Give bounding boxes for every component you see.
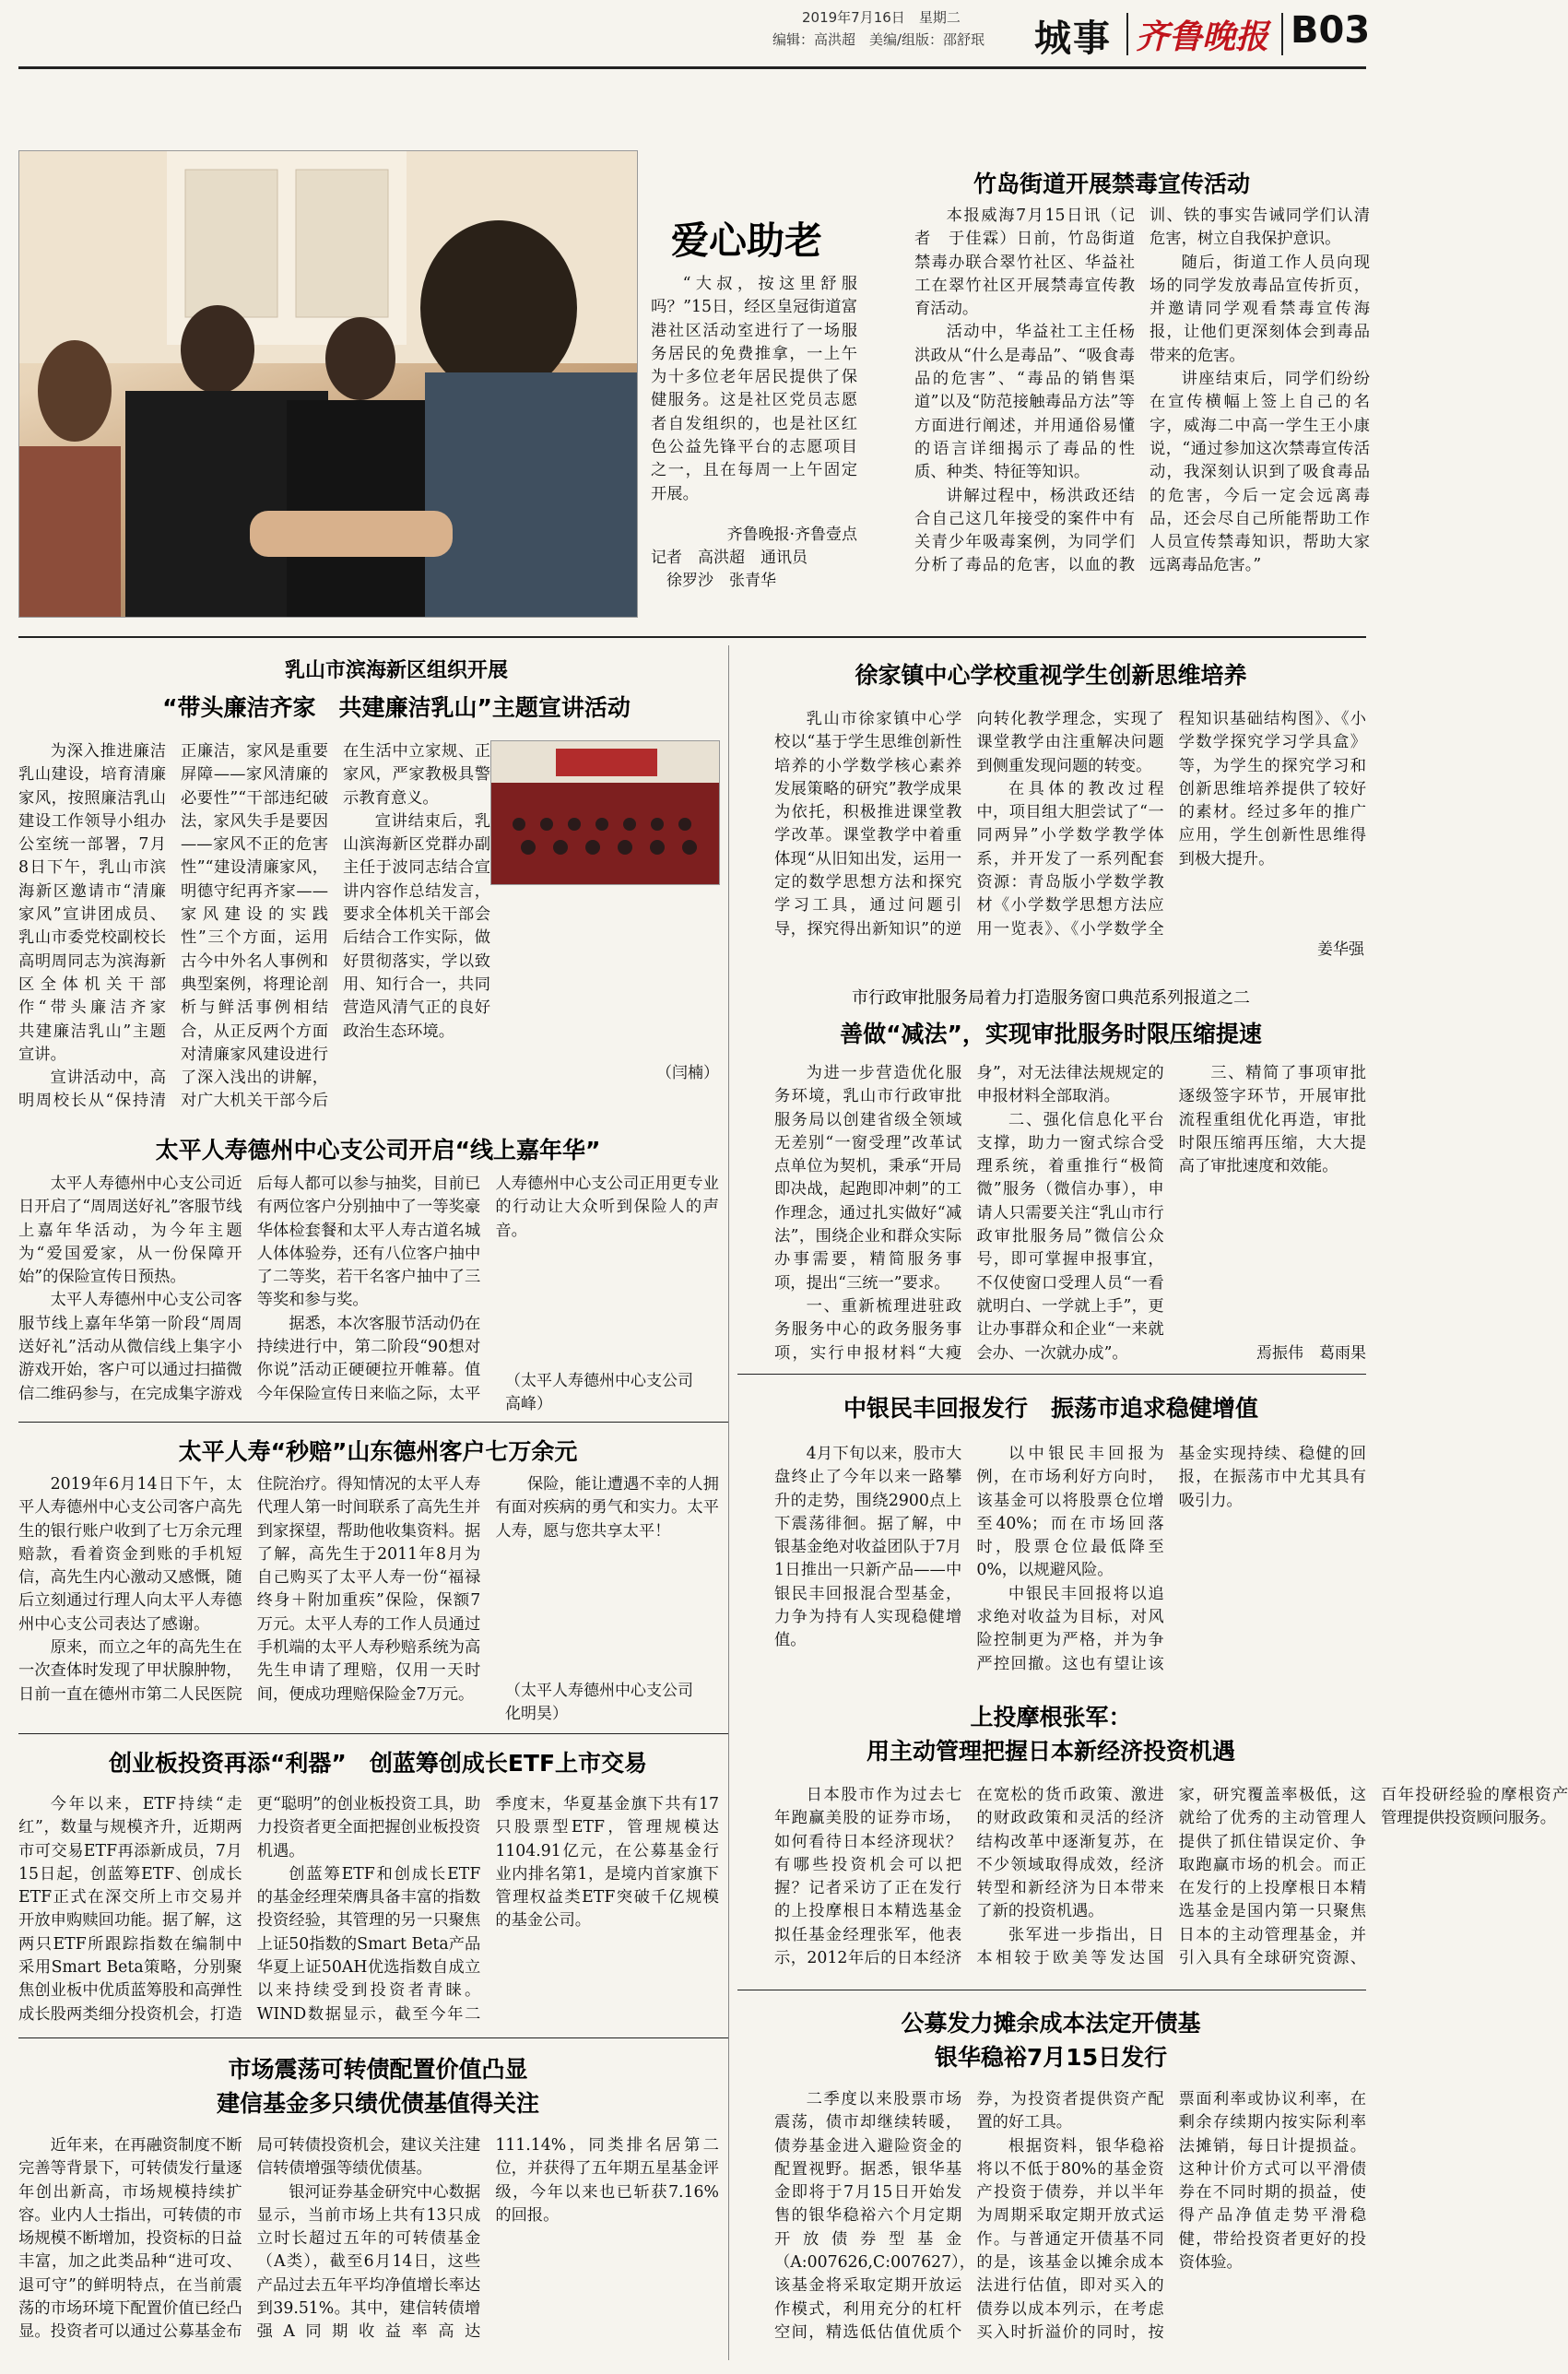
article-body-zhudao: 本报威海7月15日讯（记者 于佳霖）日前，竹岛街道禁毒办联合翠竹社区、华益社工在翠竹社区开展禁毒宣传教育活动。 活动中，华益社工主任杨洪政从“什么是毒品”、“吸食毒品的危害”、“毒品的销售渠道”以及“防范接触毒品方法”等方面进行阐述，并用通俗易懂的语言详细揭示了毒品的性质、种类、特征等知识。 讲解过程中，杨洪政还结合自己这几年接受的案件中有关青少年吸毒案例，为同学们分析了毒品的危害，以血的教训、铁的事实告诫同学们认清危害，树立自我保护意识。 随后，街道工作人员向现场的同学发放毒品宣传折页，并邀请同学观看禁毒宣传海报，让他们更深刻体会到毒品带来的危害。 讲座结束后，同学们纷纷在宣传横幅上签上自己的名字，威海二中高一学生王小康说，“通过参加这次禁毒宣传活动，我深刻认识到了吸食毒品的危害，今后一定会远离毒品，还会尽自己所能帮助工作人员宣传禁毒知识，帮助大家远离毒品危害。” [914,207,1370,575]
meeting-photo [490,740,720,885]
signature-xujia: 姜华强 [1317,940,1364,959]
issue-date: 2019年7月16日 星期二 [802,9,961,26]
article-body-rushan: 为深入推进廉洁乳山建设，培育清廉家风，按照廉洁乳山建设工作领导小组办公室统一部署，7月8日下午，乳山市滨海新区邀请市“清廉家风”宣讲团成员、乳山市委党校副校长高明周同志为滨海新区全体机关干部作“带头廉洁齐家 共建廉洁乳山”主题宣讲。 宣讲活动中，高明周校长从“保持清正廉洁，家风是重要屏障——家风清廉的必要性”“干部违纪破法，家风失手是要因——家风不正的危害性”“建设清廉家风，明德守纪再齐家——家风建设的实践性”三个方面，运用古今中外名人事例和典型案例，将理论剖析与鲜活事例相结合，从正反两个方面对清廉家风建设进行了深入浅出的讲解，对广大机关干部今后在生活中立家规、正家风，严家教极具警示教育意义。 宣讲结束后，乳山滨海新区党群办副主任于波同志结合宣讲内容作总结发言，要求全体机关干部会后结合工作实际，做好贯彻落实，学以致用、知行合一，共同营造风清气正的良好政治生态环境。 [18,742,490,1111]
section-rule [18,2037,728,2038]
section-name: 城事 [1034,18,1112,60]
article-body-zhongyin: 4月下旬以来，股市大盘终止了今年以来一路攀升的走势，围绕2900点上下震荡徘徊。据了解，中银基金绝对收益团队于7月1日推出一只新产品——中银民丰回报混合型基金，力争为持有人实现稳健增值。 以中银民丰回报为例，在市场利好方向时，该基金可以将股票仓位增至40%；而在市场回落时，股票仓位最低降至0%，以规避风险。 中银民丰回报将以追求绝对收益为目标，对风险控制更为严格，并为争严控回撤。这也有望让该基金实现持续、稳健的回报，在振荡市中尤其具有吸引力。 [774,1445,1366,1673]
brand-logo: 齐鲁晚报 [1136,18,1269,56]
article-kicker-approval: 市行政审批服务局着力打造服务窗口典范系列报道之二 [852,988,1250,1008]
elderly-massage-photo [18,150,638,618]
byline-elderly: 齐鲁晚报·齐鲁壹点 记者 高洪超 通讯员 徐罗沙 张青华 [651,526,857,590]
signature-rushan: （闫楠） [656,1064,719,1082]
editor-line: 编辑：高洪超 美编/组版：邵舒珉 [772,31,985,48]
article-body-morgan: 日本股市作为过去七年跑赢美股的证券市场，如何看待日本经济现状？有哪些投资机会可以把握？记者采访了正在发行的上投摩根日本精选基金拟任基金经理张军，他表示，2012年后的日本经济在宽松的货币政策、激进的财政政策和灵活的经济结构改革中逐渐复苏，在不少领域取得成效，经济转型和新经济为日本带来了新的投资机遇。 张军进一步指出，日本相较于欧美等发达国家，研究覆盖率极低，这就给了优秀的主动管理人提供了抓住错误定价、争取跑赢市场的机会。而正在发行的上投摩根日本精选基金是国内第一只聚焦日本的主动管理基金，并引入具有全球研究资源、百年投研经验的摩根资产管理提供投资顾问服务。 [774,1786,1568,1968]
article-body-xujia: 乳山市徐家镇中心学校以“基于学生思维创新性培养的小学数学核心素养发展策略的研究”教学成果为依托，积极推进课堂教学改革。课堂教学中着重体现“从旧知出发，运用一定的数学思想方法和探究学习工具，通过问题引导，探究得出新知识”的逆向转化教学理念，实现了课堂教学由注重解决问题到侧重发现问题的转变。 在具体的教改过程中，项目组大胆尝试了“一同两异”小学数学教学体系，并开发了一系列配套资源：青岛版小学数学教材《小学数学思想方法应用一览表》、《小学数学全程知识基础结构图》、《小学数学探究学习学具盒》等，为学生的探究学习和创新思维培养提供了较好的素材。经过多年的推广应用，学生创新性思维得到极大提升。 [774,710,1366,939]
article-title-yinhua-1: 公募发力摊余成本法定开债基 [901,2010,1201,2037]
article-title-etf: 创业板投资再添“利器” 创蓝筹创成长ETF上市交易 [108,1750,648,1777]
article-title-elderly: 爱心助老 [671,219,822,263]
article-title-rushan-1: 乳山市滨海新区组织开展 [284,659,508,682]
article-title-convertible-1: 市场震荡可转债配置价值凸显 [228,2056,528,2083]
article-title-morgan-2: 用主动管理把握日本新经济投资机遇 [866,1738,1235,1765]
header-divider [1281,13,1283,55]
article-body-rushan-tail [505,933,719,1071]
article-title-xujia: 徐家镇中心学校重视学生创新思维培养 [855,662,1247,689]
article-body-elderly: “大叔，按这里舒服吗？”15日，经区皇冠街道富港社区活动室进行了一场服务居民的免费推拿，一上午为十多位老年居民提供了保健服务。这是社区党员志愿者自发组织的，也是社区红色公益先锋平台的志愿项目之一，且在每周一上午固定开展。 [651,275,857,503]
article-body-approval: 为进一步营造优化服务环境，乳山市行政审批服务局以创建省级全领域无差别“一窗受理”改革试点单位为契机，秉承“开局即决战，起跑即冲刺”的工作理念，通过扎实做好“减法”，围绕企业和群众实际办事需要，精简服务事项，提出“三统一”要求。 一、重新梳理进驻政务服务中心的政务服务事项，实行申报材料“大瘦身”，对无法律法规规定的申报材料全部取消。 二、强化信息化平台支撑，助力一窗式综合受理系统，着重推行“极简微”服务（微信办事），申请人只需要关注“乳山市行政审批服务局”微信公众号，即可掌握申报事宜，不仅使窗口受理人员“一看就明白、一学就上手”，更让办事群众和企业“一来就会办、一次就办成”。 三、精简了事项审批逐级签字环节，开展审批流程重组优化再造，审批时限压缩再压缩，大大提高了审批速度和效能。 [774,1064,1366,1363]
article-title-yinhua-2: 银华稳裕7月15日发行 [934,2044,1168,2071]
signature-carnival: （太平人寿德州中心支公司 高峰） [505,1372,709,1413]
article-body-claim: 2019年6月14日下午，太平人寿德州中心支公司客户高先生的银行账户收到了七万余元理赔款，看着资金到账的手机短信，高先生内心激动又感慨，随后立刻通过行理人向太平人寿德州中心支公司表达了感谢。 原来，而立之年的高先生在一次查体时发现了甲状腺肿物，日前一直在德州市第二人民医院住院治疗。得知情况的太平人寿代理人第一时间联系了高先生并到家探望，帮助他收集资料。据了解，高先生于2011年8月为自己购买了太平人寿一份“福禄终身＋附加重疾”保险，保额7万元。太平人寿的工作人员通过手机端的太平人寿秒赔系统为高先生申请了理赔，仅用一天时间，便成功理赔保险金7万元。 保险，能让遭遇不幸的人拥有面对疾病的勇气和实力。太平人寿，愿与您共享太平！ [18,1475,719,1704]
section-rule [737,1374,1366,1375]
article-title-zhudao: 竹岛街道开展禁毒宣传活动 [973,171,1250,197]
article-body-etf: 今年以来，ETF持续“走红”，数量与规模齐升，近期两市可交易ETF再添新成员，7月15日起，创蓝筹ETF、创成长ETF正式在深交所上市交易并开放申购赎回功能。据了解，这两只ETF所跟踪指数在编制中采用Smart Beta策略，分别聚焦创业板中优质蓝筹股和高弹性成长股两类细分投资机会，打造更“聪明”的创业板投资工具，助力投资者更全面把握创业板投资机遇。 创蓝筹ETF和创成长ETF的基金经理荣膺具备丰富的指数投资经验，其管理的另一只聚焦上证50指数的Smart Beta产品华夏上证50AH优选指数自成立以来持续受到投资者青睐。WIND数据显示，截至今年二季度末，华夏基金旗下共有17只股票型ETF，管理规模达1104.91亿元，在公募基金行业内排名第1，是境内首家旗下管理权益类ETF突破千亿规模的基金公司。 [18,1795,719,2024]
section-rule [18,636,1366,638]
header-divider [1126,13,1128,55]
section-rule [18,1422,728,1423]
header-rule [18,66,1366,69]
article-title-rushan-2: “带头廉洁齐家 共建廉洁乳山”主题宣讲活动 [162,694,631,721]
article-title-claim: 太平人寿“秒赔”山东德州客户七万余元 [178,1438,578,1465]
page-number: B03 [1291,9,1371,52]
section-rule [18,1733,728,1734]
article-title-morgan-1: 上投摩根张军： [970,1704,1132,1730]
signature-claim: （太平人寿德州中心支公司 化明昊） [505,1682,709,1723]
article-title-carnival: 太平人寿德州中心支公司开启“线上嘉年华” [155,1137,601,1163]
column-divider [728,645,729,2360]
signature-approval: 焉振伟 葛雨果 [1256,1344,1366,1363]
article-body-convertible: 近年来，在再融资制度不断完善等背景下，可转债发行量逐年创出新高，市场规模持续扩容。业内人士指出，可转债的市场规模不断增加，投资标的日益丰富，加之此类品种“进可攻、退可守”的鲜明特点，在当前震荡的市场环境下配置价值已经凸显。投资者可以通过公募基金布局可转债投资机会，建议关注建信转债增强等绩优债基。 银河证券基金研究中心数据显示，当前市场上共有13只成立时长超过五年的可转债基金（A类），截至6月14日，这些产品过去五年平均净值增长率达到39.51%。其中，建信转债增强A同期收益率高达111.14%，同类排名居第二位，并获得了五年期五星基金评级，今年以来也已斩获7.16%的回报。 [18,2136,719,2342]
article-body-yinhua: 二季度以来股票市场震荡，债市却继续转暖，债券基金进入避险资金的配置视野。据悉，银华基金即将于7月15日开始发售的银华稳裕六个月定期开放债券型基金（A:007626,C:007627），该基金将采取定期开放运作模式，利用充分的杠杆空间，精选低估值优质个券，为投资者提供资产配置的好工具。 根据资料，银华稳裕将以不低于80%的基金资产投资于债券，并以半年为周期采取定期开放式运作。与普通定开债基不同的是，该基金以摊余成本法进行估值，即对买入的债券以成本列示，在考虑买入时折溢价的同时，按票面利率或协议利率，在剩余存续期内按实际利率法摊销，每日计提损益。这种计价方式可以平滑债券在不同时期的损益，使得产品净值走势平滑稳健，带给投资者更好的投资体验。 [774,2090,1366,2342]
article-title-zhongyin: 中银民丰回报发行 振荡市追求稳健增值 [843,1395,1258,1422]
article-title-approval: 善做“减法”，实现审批服务时限压缩提速 [840,1021,1262,1047]
article-body-carnival: 太平人寿德州中心支公司近日开启了“周周送好礼”客服节线上嘉年华活动，为今年主题为“爱国爱家，从一份保障开始”的保险宣传日预热。 太平人寿德州中心支公司客服节线上嘉年华第一阶段“周周送好礼”活动从微信线上集字小游戏开始，客户可以通过扫描微信二维码参与，在完成集字游戏后每人都可以参与抽奖，目前已有两位客户分别抽中了一等奖豪华体检套餐和太平人寿古道名城人体体验券，还有八位客户抽中了二等奖，若干名客户抽中了三等奖和参与奖。 据悉，本次客服节活动仍在持续进行中，第二阶段“90想对你说”活动正硬硬拉开帷幕。值今年保险宣传日来临之际，太平人寿德州中心支公司正用更专业的行动让大众听到保险人的声音。 [18,1175,719,1403]
article-title-convertible-2: 建信基金多只绩优债基值得关注 [216,2090,539,2117]
